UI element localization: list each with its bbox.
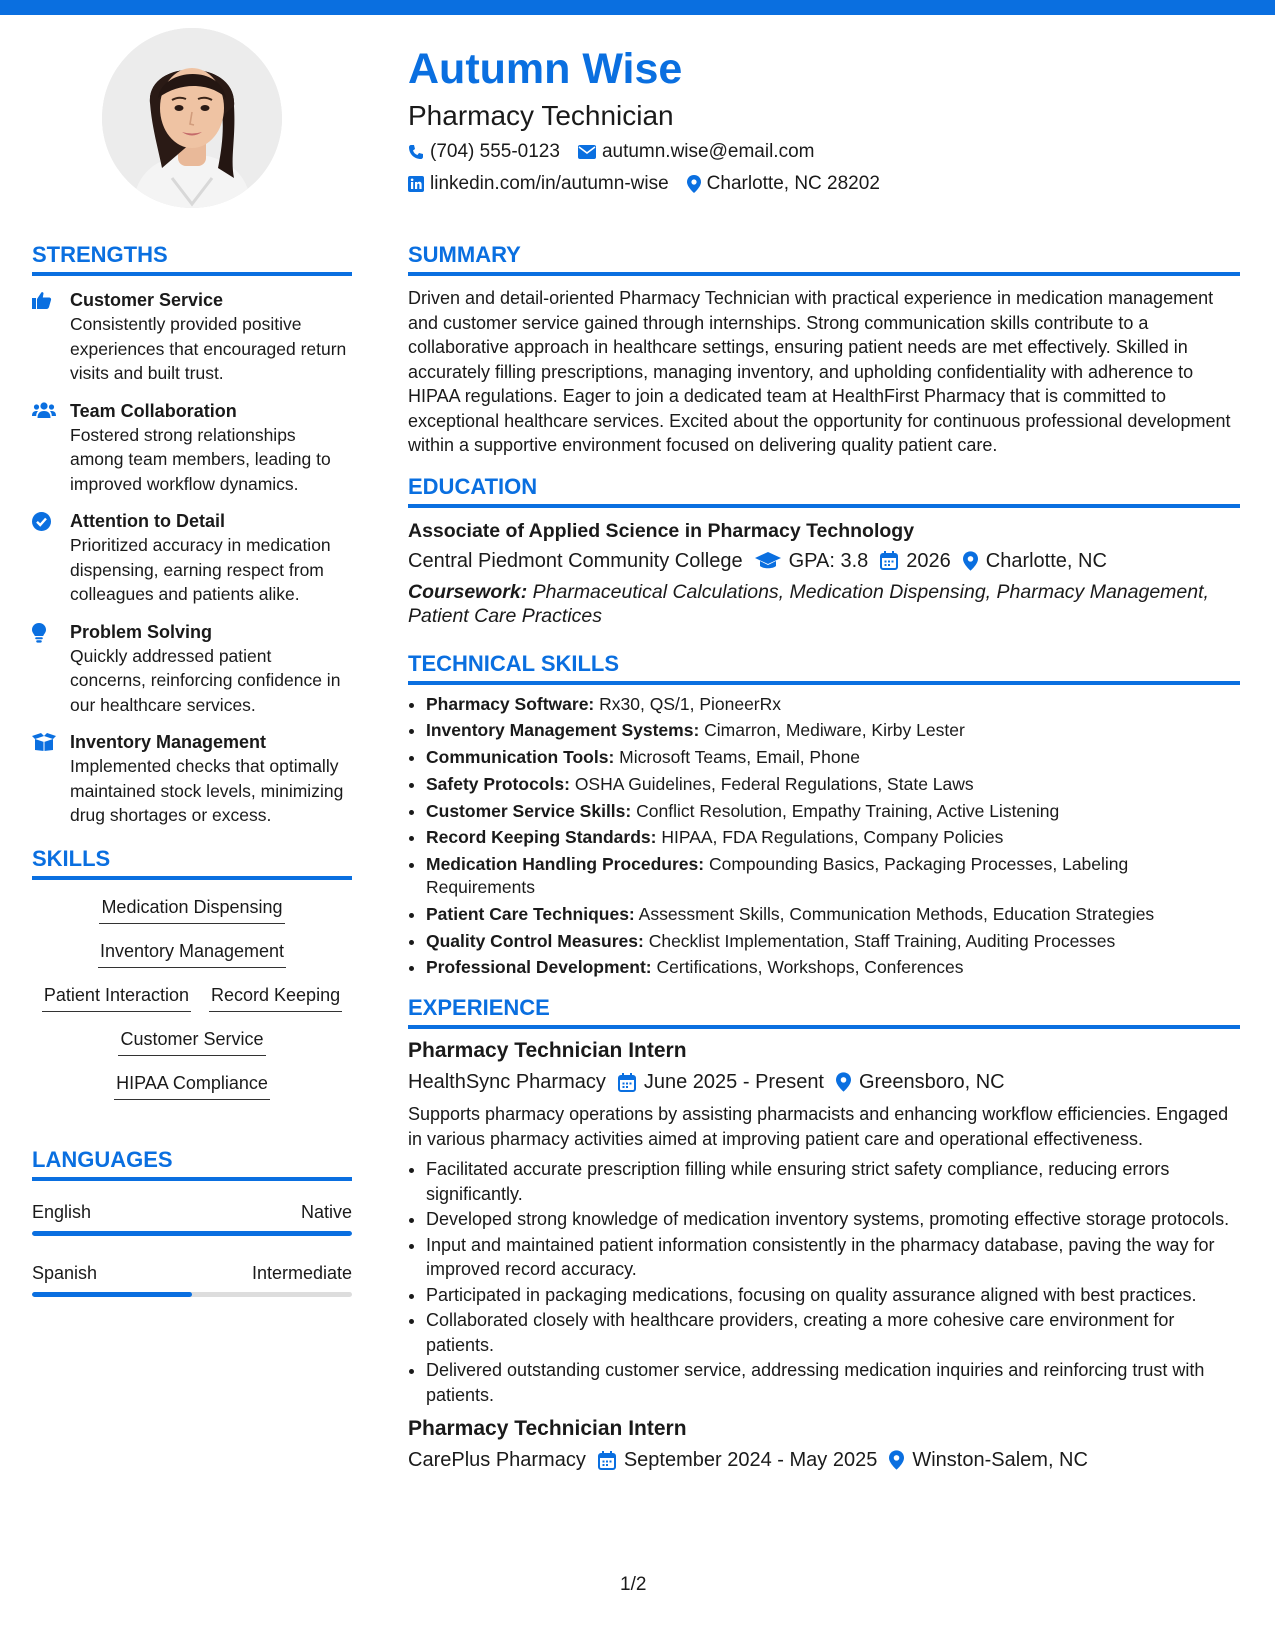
- tech-skill-label: Medication Handling Procedures:: [426, 854, 705, 875]
- tech-skill-label: Communication Tools:: [426, 747, 615, 768]
- map-pin-icon: [963, 551, 978, 571]
- skills-section: [32, 844, 352, 1100]
- job-description: Supports pharmacy operations by assisting pharmacists and enhancing workflow efficiencies. Engaged in various pharmacy activities aimed at improving patient care and operational effectiveness.: [408, 1104, 1229, 1149]
- contact-linkedin[interactable]: [408, 170, 669, 198]
- tech-skill-value: Cimarron, Mediware, Kirby Lester: [704, 720, 965, 741]
- tech-skill-item: [426, 800, 1240, 823]
- profile-photo: [102, 28, 282, 208]
- job-entry: [408, 1415, 1240, 1475]
- right-column: [408, 240, 1240, 1475]
- tech-skill-value: Assessment Skills, Communication Methods, Education Strategies: [638, 903, 1155, 924]
- tech-skill-value: OSHA Guidelines, Federal Regulations, State Laws: [574, 773, 974, 794]
- language-bar-fill: [32, 1292, 192, 1297]
- strength-desc: Prioritized accuracy in medication dispensing, earning respect from colleagues and patients alike.: [70, 535, 331, 604]
- graduation-year: 2026: [906, 549, 951, 572]
- education-heading: EDUCATION: [408, 472, 1240, 508]
- language-item: [32, 1260, 352, 1297]
- users-icon: [32, 402, 56, 418]
- skill-chip: Record Keeping: [209, 980, 342, 1012]
- thumbs-up-icon: [32, 291, 52, 309]
- linkedin-text: linkedin.com/in/autumn-wise: [430, 173, 669, 194]
- tech-skill-item: [426, 773, 1240, 796]
- strength-item: [32, 620, 352, 718]
- summary-heading: SUMMARY: [408, 240, 1240, 276]
- phone-text: (704) 555-0123: [430, 141, 560, 162]
- experience-section: [408, 993, 1240, 1475]
- tech-skill-label: Pharmacy Software:: [426, 693, 595, 714]
- contact-row-2: [408, 170, 1238, 198]
- job-title: Pharmacy Technician Intern: [408, 1417, 687, 1441]
- school-name: Central Piedmont Community College: [408, 549, 743, 572]
- language-name: Spanish: [32, 1262, 98, 1283]
- strength-title: Problem Solving: [70, 621, 213, 642]
- candidate-name: Autumn Wise: [408, 45, 683, 93]
- experience-heading: EXPERIENCE: [408, 993, 1240, 1029]
- skills-heading: SKILLS: [32, 844, 352, 880]
- map-pin-icon: [836, 1072, 851, 1092]
- strengths-list: [32, 288, 352, 828]
- tech-skill-item: [426, 956, 1240, 979]
- map-pin-icon: [687, 175, 701, 193]
- summary-text: Driven and detail-oriented Pharmacy Technician with practical experience in medication management and customer service gained through internships. Strong communication skills contribute to a collaborative approach in healthcare settings, ensuring patient needs are met effectively. Skilled in accurately filling prescriptions, managing inventory, and upholding confidentiality with adherence to HIPAA regulations. Eager to join a dedicated team at HealthFirst Pharmacy that is committed to exceptional healthcare services. Excited about the opportunity for continuous professional development within a supportive environment focused on delivering quality patient care.: [408, 288, 1231, 455]
- coursework-list: Pharmaceutical Calculations, Medication Dispensing, Pharmacy Management, Patient Care Practices: [408, 580, 1209, 627]
- strength-desc: Quickly addressed patient concerns, reinforcing confidence in our healthcare services.: [70, 645, 341, 715]
- left-column: [32, 240, 352, 1297]
- tech-skill-label: Customer Service Skills:: [426, 800, 632, 821]
- check-circle-icon: [32, 512, 51, 531]
- envelope-icon: [578, 145, 596, 159]
- tech-skill-label: Inventory Management Systems:: [426, 720, 700, 741]
- tech-skill-item: [426, 746, 1240, 769]
- language-bar: [32, 1231, 352, 1236]
- tech-skill-value: Checklist Implementation, Staff Training, Auditing Processes: [648, 930, 1116, 951]
- job-location: Winston-Salem, NC: [912, 1449, 1088, 1472]
- job-location: Greensboro, NC: [859, 1071, 1005, 1094]
- box-open-icon: [32, 733, 56, 751]
- tech-skill-item: [426, 903, 1240, 926]
- degree-title: Associate of Applied Science in Pharmacy Technology: [408, 519, 915, 542]
- skill-chip: HIPAA Compliance: [114, 1068, 270, 1100]
- education-section: [408, 472, 1240, 629]
- job-bullets: [408, 1157, 1240, 1407]
- job-entry: [408, 1037, 1240, 1407]
- job-title: Pharmacy Technician Intern: [408, 1039, 687, 1063]
- skill-chip: Customer Service: [118, 1024, 265, 1056]
- tech-skill-value: Compounding Basics, Packaging Processes, Labeling Requirements: [426, 854, 1129, 898]
- tech-skill-item: [426, 826, 1240, 849]
- strength-desc: Implemented checks that optimally maintained stock levels, minimizing drug shortages or excess.: [70, 756, 344, 825]
- tech-skill-value: Conflict Resolution, Empathy Training, Active Listening: [636, 800, 1060, 821]
- contact-phone[interactable]: [408, 138, 560, 166]
- strength-item: [32, 399, 352, 497]
- language-level: Intermediate: [251, 1262, 352, 1283]
- job-meta: [408, 1445, 1240, 1475]
- strength-title: Customer Service: [70, 290, 224, 310]
- gpa-text: GPA: 3.8: [788, 549, 869, 572]
- tech-skill-label: Safety Protocols:: [426, 773, 570, 794]
- strength-desc: Consistently provided positive experiences that encouraged return visits and built trust.: [70, 314, 347, 383]
- language-bar: [32, 1292, 352, 1297]
- languages-section: [32, 1145, 352, 1297]
- strength-item: [32, 509, 352, 607]
- calendar-icon: [598, 1451, 616, 1470]
- location-text: Charlotte, NC 28202: [706, 173, 880, 194]
- job-bullet: • Input and maintained patient information consistently in the pharmacy database, paving the way for improved record accuracy.: [426, 1233, 1240, 1282]
- calendar-icon: [880, 551, 898, 570]
- resume-header: [408, 40, 1238, 198]
- strength-title: Attention to Detail: [70, 511, 225, 531]
- tech-skill-item: [426, 693, 1240, 716]
- skill-chip: Inventory Management: [98, 936, 286, 968]
- language-name: English: [32, 1201, 92, 1222]
- contact-row-1: [408, 138, 1238, 166]
- page-number: 1/2: [620, 1574, 647, 1595]
- strength-item: [32, 730, 352, 828]
- technical-skills-heading: TECHNICAL SKILLS: [408, 649, 1240, 685]
- strength-desc: Fostered strong relationships among team members, leading to improved workflow dynamics.: [70, 424, 331, 494]
- job-meta: [408, 1067, 1240, 1097]
- company-name: CarePlus Pharmacy: [408, 1449, 586, 1472]
- contact-location: [687, 170, 880, 198]
- graduation-cap-icon: [755, 552, 781, 570]
- technical-skills-section: [408, 649, 1240, 980]
- coursework: [408, 580, 1240, 629]
- job-bullet: • Participated in packaging medications, focusing on quality assurance aligned with best practices.: [426, 1283, 1240, 1308]
- skill-chip: Patient Interaction: [42, 980, 191, 1012]
- language-level: Native: [300, 1201, 352, 1222]
- language-item: [32, 1199, 352, 1236]
- strengths-heading: STRENGTHS: [32, 240, 352, 276]
- linkedin-icon: [408, 176, 424, 192]
- candidate-title: Pharmacy Technician: [408, 100, 674, 131]
- strength-title: Inventory Management: [70, 732, 267, 752]
- job-bullet: • Collaborated closely with healthcare providers, creating a more cohesive care environment for patients.: [426, 1308, 1240, 1357]
- tech-skill-label: Professional Development:: [426, 957, 652, 978]
- languages-heading: LANGUAGES: [32, 1145, 352, 1181]
- tech-skill-value: Rx30, QS/1, PioneerRx: [599, 693, 782, 714]
- tech-skill-item: [426, 853, 1240, 899]
- job-dates: September 2024 - May 2025: [623, 1449, 878, 1472]
- calendar-icon: [618, 1073, 636, 1092]
- company-name: HealthSync Pharmacy: [408, 1071, 606, 1094]
- job-bullet: • Delivered outstanding customer service, addressing medication inquiries and reinforcing trust with patients.: [426, 1358, 1240, 1407]
- tech-skill-label: Patient Care Techniques:: [426, 903, 635, 924]
- tech-skill-item: [426, 930, 1240, 953]
- technical-skills-list: [408, 693, 1240, 980]
- language-bar-fill: [32, 1231, 352, 1236]
- coursework-label: Coursework:: [408, 580, 528, 603]
- email-text: autumn.wise@email.com: [601, 141, 815, 162]
- tech-skill-value: HIPAA, FDA Regulations, Company Policies: [661, 827, 1004, 848]
- job-bullet: • Facilitated accurate prescription filling while ensuring strict safety compliance, reducing errors significantly.: [426, 1157, 1240, 1206]
- top-accent-bar: [0, 0, 1275, 15]
- tech-skill-label: Record Keeping Standards:: [426, 827, 657, 848]
- tech-skill-value: Microsoft Teams, Email, Phone: [619, 747, 861, 768]
- lightbulb-icon: [32, 623, 46, 643]
- contact-email[interactable]: [578, 138, 815, 166]
- school-location: Charlotte, NC: [985, 549, 1107, 572]
- strength-title: Team Collaboration: [70, 400, 237, 421]
- skill-chip: Medication Dispensing: [99, 892, 284, 924]
- strength-item: [32, 288, 352, 386]
- tech-skill-value: Certifications, Workshops, Conferences: [656, 957, 964, 978]
- map-pin-icon: [889, 1450, 904, 1470]
- phone-icon: [408, 144, 424, 160]
- skills-chips: [32, 892, 352, 1100]
- job-bullet: • Developed strong knowledge of medication inventory systems, promoting effective storage protocols.: [426, 1207, 1240, 1232]
- tech-skill-label: Quality Control Measures:: [426, 930, 644, 951]
- education-meta: [408, 546, 1240, 576]
- job-dates: June 2025 - Present: [643, 1071, 824, 1094]
- tech-skill-item: [426, 719, 1240, 742]
